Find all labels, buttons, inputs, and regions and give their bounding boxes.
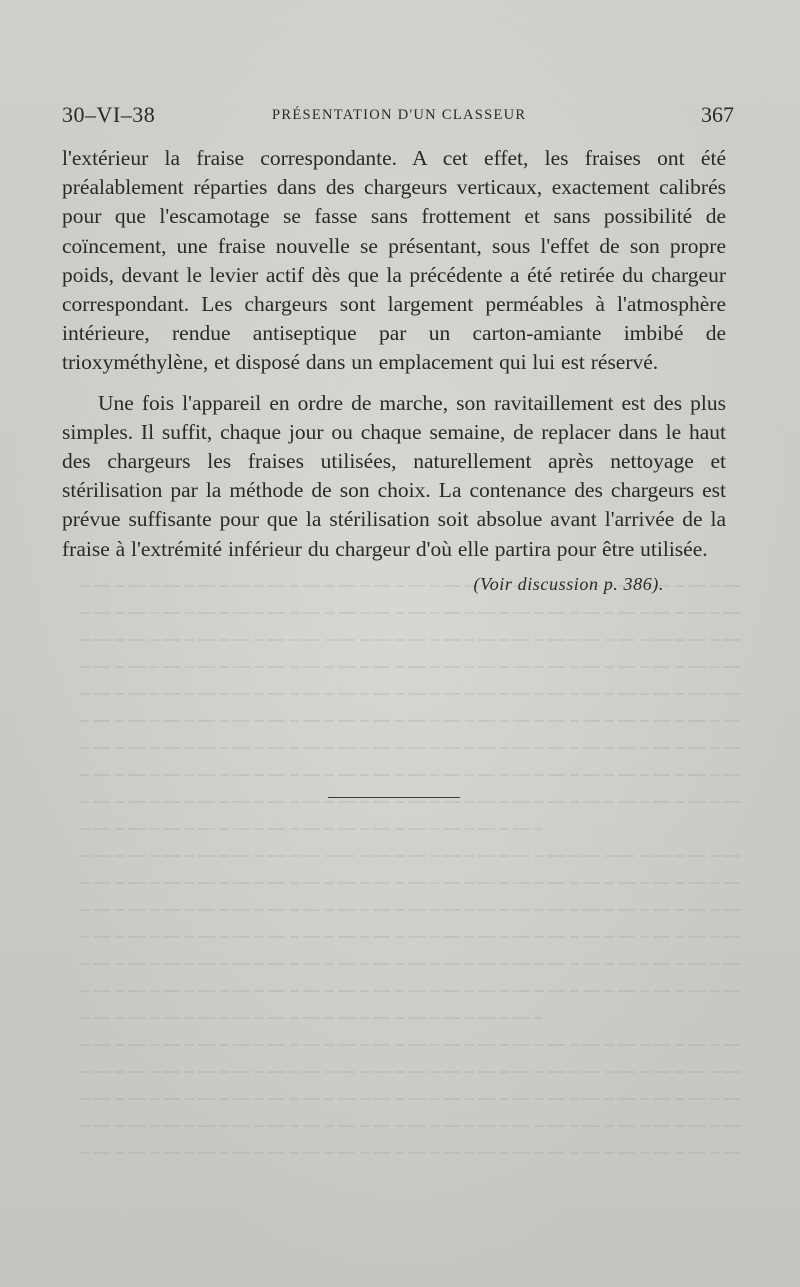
running-header bbox=[62, 100, 734, 134]
show-through-texture bbox=[80, 585, 740, 1185]
running-title: PRÉSENTATION D'UN CLASSEUR bbox=[272, 107, 527, 123]
page-number: 367 bbox=[701, 102, 734, 127]
discussion-reference: (Voir discussion p. 386). bbox=[473, 574, 664, 594]
body-text bbox=[62, 144, 726, 564]
running-date: 30–VI–38 bbox=[62, 102, 156, 127]
paragraph-1: l'extérieur la fraise correspondante. A cet effet, les fraises ont été préalablement réparties dans des chargeurs verticaux, exactement calibrés pour que l'escamotage se fasse sans frottement et sans possibilité de coïncement, une fraise nouvelle se présentant, sous l'effet de son propre poids, devant le levier actif dès que la précédente a été retirée du chargeur correspondant. Les chargeurs sont largement perméables à l'atmosphère intérieure, rendue antiseptique par un carton-amiante imbibé de trioxyméthylène, et disposé dans un emplacement qui lui est réservé. bbox=[62, 146, 726, 375]
paragraph-2: Une fois l'appareil en ordre de marche, son ravitaillement est des plus simples. Il suffit, chaque jour ou chaque semaine, de replacer dans le haut des chargeurs les fraises utilisées, naturellement après nettoyage et stérilisation par la méthode de son choix. La contenance des chargeurs est prévue suffisante pour que la stérilisation soit absolue avant l'arrivée de la fraise à l'extrémité inférieur du chargeur d'où elle partira pour être utilisée. bbox=[62, 390, 726, 561]
section-divider bbox=[328, 797, 460, 798]
